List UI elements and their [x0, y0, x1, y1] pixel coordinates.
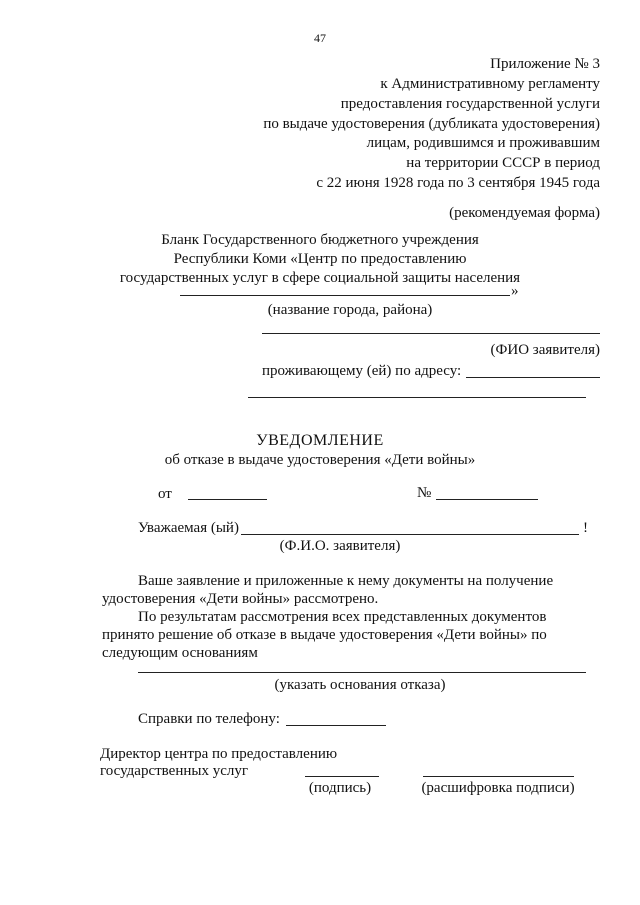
number-label: №	[417, 485, 432, 501]
appendix-line-7: с 22 июня 1928 года по 3 сентября 1945 года	[316, 175, 600, 191]
reason-line	[138, 672, 586, 673]
greeting-name-line	[241, 534, 579, 535]
applicant-name-line	[262, 333, 600, 334]
reason-caption: (указать основания отказа)	[274, 677, 446, 693]
signature-caption: (подпись)	[308, 780, 372, 796]
notice-title: УВЕДОМЛЕНИЕ	[256, 432, 384, 449]
applicant-caption: (ФИО заявителя)	[490, 342, 600, 358]
director-line-2: государственных услуг	[100, 763, 249, 779]
from-label: от	[158, 486, 172, 502]
recommended-form: (рекомендуемая форма)	[449, 205, 600, 221]
notice-subtitle: об отказе в выдаче удостоверения «Дети войны»	[164, 452, 476, 468]
appendix-line-3: предоставления государственной услуги	[340, 96, 600, 112]
appendix-line-6: на территории СССР в период	[406, 155, 600, 171]
address-line-1	[466, 377, 600, 378]
blank-line-3: государственных услуг в сфере социальной защиты населения	[119, 270, 521, 286]
address-line-2	[248, 397, 586, 398]
appendix-line-4: по выдаче удостоверения (дубликата удостоверения)	[263, 116, 600, 132]
appendix-line-5: лицам, родившимся и проживавшим	[366, 135, 600, 151]
address-label: проживающему (ей) по адресу:	[262, 363, 462, 379]
city-caption: (название города, района)	[267, 302, 433, 318]
page-number: 47	[314, 31, 326, 45]
paragraph-2-line-2: принято решение об отказе в выдаче удостоверения «Дети войны» по	[102, 627, 547, 643]
paragraph-1-line-2: удостоверения «Дети войны» рассмотрено.	[102, 591, 379, 607]
city-line	[180, 295, 510, 296]
decoding-caption: (расшифровка подписи)	[421, 780, 575, 796]
signature-line	[305, 776, 379, 777]
paragraph-2-line-1: По результатам рассмотрения всех представленных документов	[138, 609, 547, 625]
appendix-line-1: Приложение № 3	[490, 56, 600, 72]
date-line	[188, 499, 267, 500]
greeting-end: !	[583, 520, 588, 536]
greeting-label: Уважаемая (ый)	[138, 520, 239, 536]
blank-line-2: Республики Коми «Центр по предоставлению	[173, 251, 467, 267]
appendix-line-2: к Административному регламенту	[380, 76, 600, 92]
director-line-1: Директор центра по предоставлению	[100, 746, 338, 762]
phone-label: Справки по телефону:	[138, 711, 280, 727]
blank-quote-close: »	[511, 283, 519, 299]
greeting-caption: (Ф.И.О. заявителя)	[279, 538, 401, 554]
blank-line-1: Бланк Государственного бюджетного учреждения	[161, 232, 479, 248]
number-line	[436, 499, 538, 500]
decoding-line	[423, 776, 574, 777]
paragraph-2-line-3: следующим основаниям	[102, 645, 258, 661]
paragraph-1-line-1: Ваше заявление и приложенные к нему документы на получение	[138, 573, 554, 589]
phone-line	[286, 725, 386, 726]
